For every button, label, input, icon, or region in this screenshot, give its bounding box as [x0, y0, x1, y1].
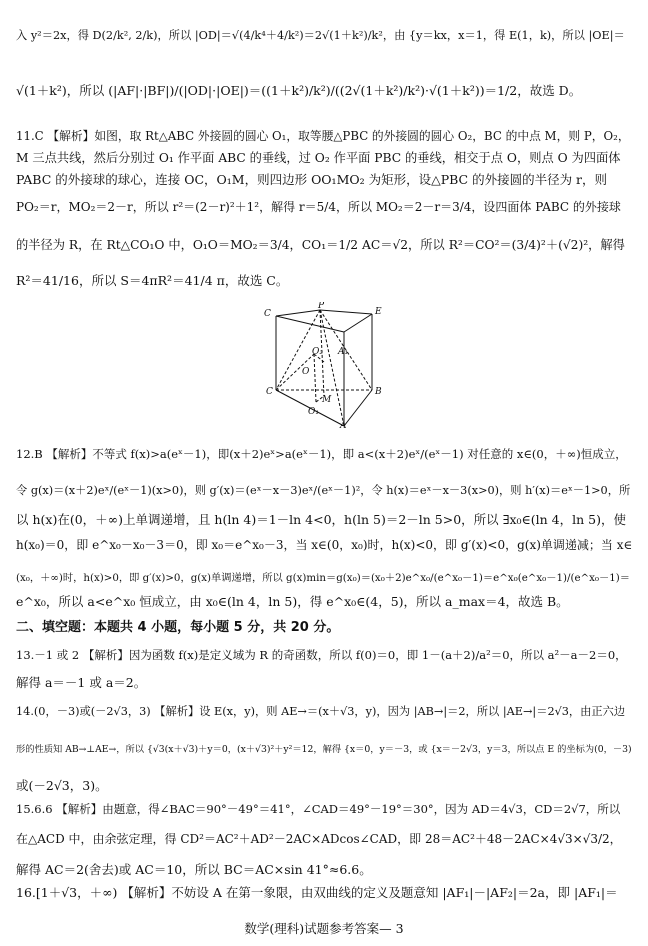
page-footer: 数学(理科)试题参考答案— 3 — [244, 921, 404, 936]
q12-line-4: h(x₀)＝0，即 e^x₀－x₀－3＝0，即 x₀＝e^x₀－3，当 x∈(0，x₀)时，h(x)<0，即 g′(x)<0，g(x)单调递减；当 x∈ — [16, 538, 632, 552]
edge-top-cp — [276, 310, 320, 316]
q15-line-2: 在△ACD 中，由余弦定理，得 CD²＝AC²＋AD²－2AC×ADcos∠CAD，即 28＝AC²＋48－2AC×4√3×√3/2， — [16, 832, 622, 846]
fig-label-a: A — [340, 421, 347, 428]
line-pa — [320, 310, 344, 426]
fig-label-o2: O₂ — [312, 347, 323, 357]
q12-line-1: 12.B 【解析】不等式 f(x)>a(eˣ－1)，即(x＋2)eˣ>a(eˣ－1)，即 a<(x＋2)eˣ/(eˣ－1) 对任意的 x∈(0，＋∞)恒成立， — [16, 447, 627, 461]
q11-line-4: PO₂＝r，MO₂＝2－r，所以 r²＝(2－r)²＋1²，解得 r＝5/4，所以 MO₂＝2－r＝3/4，设四面体 PABC 的外接球 — [16, 200, 621, 214]
fig-label-o: O — [302, 367, 310, 377]
q14-line-1: 14.(0，－3)或(－2√3，3) 【解析】设 E(x，y)，则 AE→＝(x＋√3，y)，因为 |AB→|＝2，所以 |AE→|＝2√3，由正六边 — [16, 705, 626, 718]
q12-line-6: e^x₀，所以 a<e^x₀ 恒成立，由 x₀∈(ln 4，ln 5)，得 e^x₀∈(4，5)，所以 a_max＝4，故选 B。 — [16, 594, 569, 609]
q15-line-1: 15.6.6 【解析】由题意，得∠BAC＝90°－49°＝41°，∠CAD＝49°－19°＝30°，因为 AD＝4√3，CD＝2√7，所以 — [16, 802, 621, 816]
q13-line-2: 解得 a＝－1 或 a＝2。 — [16, 675, 147, 690]
edge-top-ce — [276, 316, 344, 332]
prism-figure — [254, 302, 390, 428]
fig-label-c-top: C — [264, 309, 271, 319]
text-line-2: √(1＋k²)，所以 (|AF|·|BF|)/(|OD|·|OE|)＝((1＋k²)/k²)/((2√(1＋k²)/k²)·√(1＋k²))＝1/2，故选 D。 — [16, 83, 582, 98]
q12-line-2: 令 g(x)＝(x＋2)eˣ/(eˣ－1)(x>0)，则 g′(x)＝(eˣ－x－3)eˣ/(eˣ－1)²，令 h(x)＝eˣ－x－3(x>0)，则 h′(x)＝eˣ－1>0，所 — [16, 484, 631, 497]
edge-top-pe — [320, 310, 372, 314]
fig-label-e: E — [375, 307, 382, 317]
q16-line-1: 16.[1＋√3，＋∞) 【解析】不妨设 A 在第一象限，由双曲线的定义及题意知 |AF₁|－|AF₂|＝2a，即 |AF₁|＝ — [16, 885, 618, 900]
fig-label-b: B — [375, 387, 382, 397]
q11-line-1: 11.C 【解析】如图，取 Rt△ABC 外接圆的圆心 O₁，取等腰△PBC 的外接圆的圆心 O₂，BC 的中点 M，则 P，O₂， — [16, 129, 630, 143]
edge-top-e2 — [344, 314, 372, 332]
fig-label-m: M — [322, 395, 332, 405]
fig-label-o1: O₁ — [308, 407, 319, 417]
q13-line-1: 13.－1 或 2 【解析】因为函数 f(x)是定义域为 R 的奇函数，所以 f(0)＝0，即 1－(a＋2)/a²＝0，所以 a²－a－2＝0， — [16, 648, 627, 662]
q14-line-2: 形的性质知 AB→⊥AE→，所以 {√3(x＋√3)＋y＝0，(x＋√3)²＋y²＝12，解得 {x＝0，y＝－3，或 {x＝－2√3，y＝3，所以点 E 的坐标为(0，－3) — [16, 744, 632, 755]
section-header-fill-in: 二、填空题：本题共 4 小题，每小题 5 分，共 20 分。 — [16, 620, 340, 635]
q11-line-3: PABC 的外接球的球心，连接 OC，O₁M，则四边形 OO₁MO₂ 为矩形，设△PBC 的外接圆的半径为 r，则 — [16, 172, 608, 187]
edge-bottom-ab — [344, 390, 372, 426]
fig-label-c: C — [266, 387, 273, 397]
q11-line-5: 的半径为 R，在 Rt△CO₁O 中，O₁O＝MO₂＝3/4，CO₁＝1/2 AC＝√2，所以 R²＝CO²＝(3/4)²＋(√2)²，解得 — [16, 238, 625, 252]
q12-line-5: (x₀，＋∞)时，h(x)>0，即 g′(x)>0，g(x)单调递增，所以 g(x)min＝g(x₀)＝(x₀＋2)e^x₀/(e^x₀－1)＝e^x₀(e^x₀－1)/(e^x₀－1)＝ — [16, 572, 631, 584]
fig-label-a1: A₁ — [338, 347, 349, 357]
q15-line-3: 解得 AC＝2(舍去)或 AC＝10，所以 BC＝AC×sin 41°≈6.6。 — [16, 862, 372, 877]
q14-line-3: 或(－2√3，3)。 — [16, 778, 108, 793]
text-line-1: 入 y²＝2x，得 D(2/k², 2/k)，所以 |OD|＝√(4/k⁴＋4/k²)＝2√(1＋k²)/k²，由 {y＝kx，x＝1，得 E(1，k)，所以 |OE|＝ — [16, 29, 625, 42]
line-oo1 — [314, 354, 316, 402]
q11-line-6: R²＝41/16，所以 S＝4πR²＝41/4 π，故选 C。 — [16, 273, 289, 288]
fig-label-p: P — [318, 302, 325, 311]
q12-line-3: 以 h(x)在(0，＋∞)上单调递增，且 h(ln 4)＝1－ln 4<0，h(ln 5)＝2－ln 5>0，所以 ∃x₀∈(ln 4，ln 5)，使 — [16, 512, 626, 527]
q11-line-2: M 三点共线，然后分别过 O₁ 作平面 ABC 的垂线，过 O₂ 作平面 PBC 的垂线，相交于点 O，则点 O 为四面体 — [16, 151, 621, 165]
